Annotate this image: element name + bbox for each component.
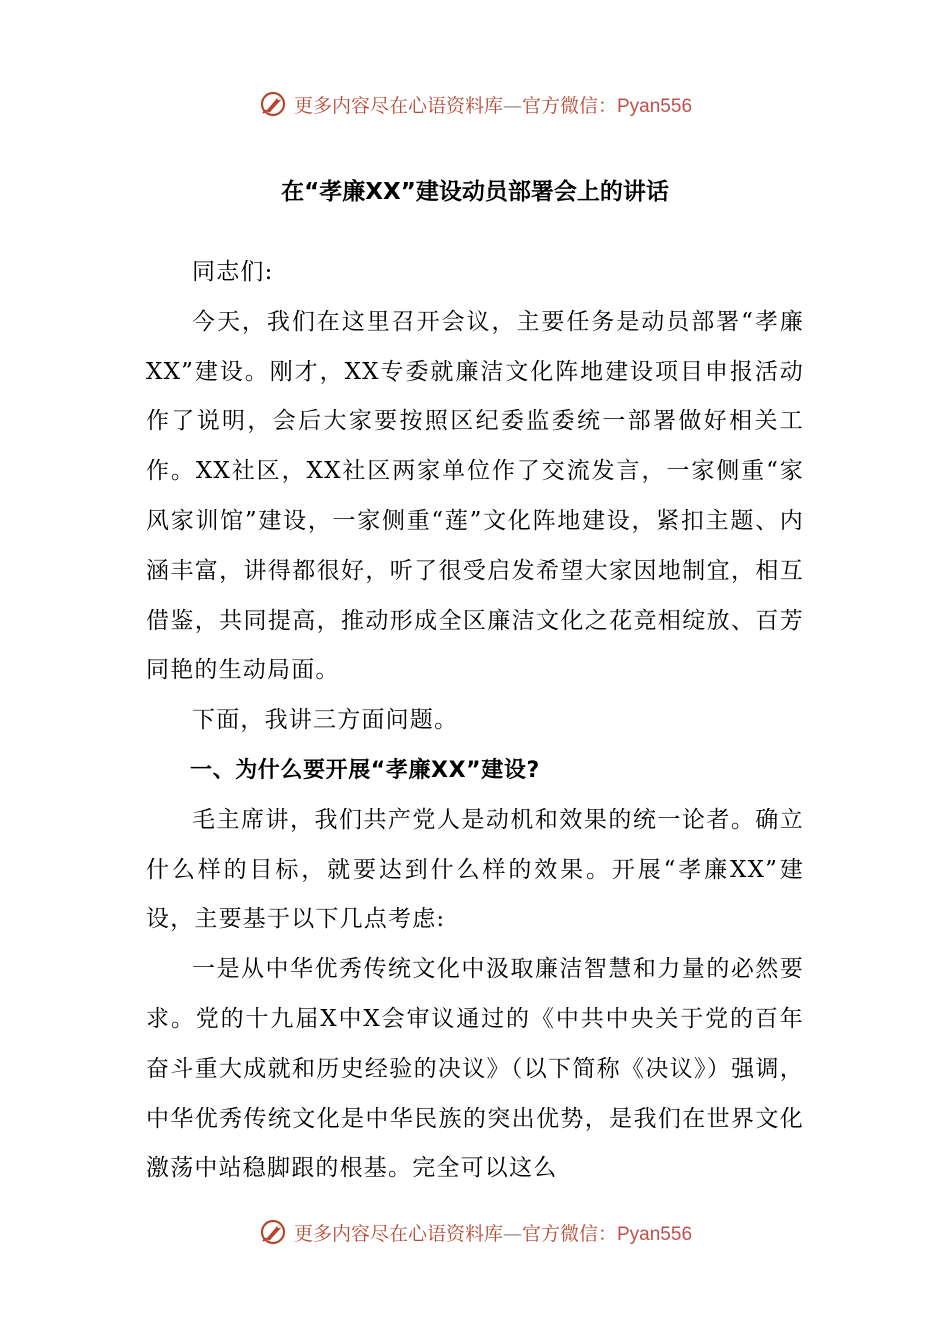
header-watermark: [0, 84, 950, 124]
footer-watermark: [0, 1212, 950, 1252]
watermark-handle: Pyan556: [617, 95, 693, 117]
document-body: [146, 248, 804, 1194]
watermark-separator: —: [502, 94, 522, 117]
watermark-handle: Pyan556: [617, 1223, 693, 1245]
document-title: 在“孝廉XX”建设动员部署会上的讲话: [281, 179, 669, 205]
body-paragraph: 今天，我们在这里召开会议，主要任务是动员部署“孝廉XX”建设。刚才，XX专委就廉洁文化阵地建设项目申报活动作了说明，会后大家要按照区纪委监委统一部署做好相关工作。XX社区，XX社区两家单位作了交流发言，一家侧重“家风家训馆”建设，一家侧重“莲”文化阵地建设，紧扣主题、内涵丰富，讲得都很好，听了很受启发希望大家因地制宜，相互借鉴，共同提高，推动形成全区廉洁文化之花竞相绽放、百芳同艳的生动局面。: [146, 308, 804, 684]
body-paragraph: 毛主席讲，我们共产党人是动机和效果的统一论者。确立什么样的目标，就要达到什么样的效果。开展“孝廉XX”建设，主要基于以下几点考虑:: [146, 806, 804, 933]
pen-nib-swirl-icon: [258, 89, 288, 119]
watermark-contact: 官方微信：: [521, 1222, 617, 1245]
section-heading: 一、为什么要开展“孝廉XX”建设?: [190, 757, 540, 783]
salutation: 同志们:: [192, 259, 274, 285]
watermark-brand: 更多内容尽在心语资料库: [293, 94, 503, 117]
body-paragraph: 一是从中华优秀传统文化中汲取廉洁智慧和力量的必然要求。党的十九届X中X会审议通过的《中共中央关于党的百年奋斗重大成就和历史经验的决议》（以下简称《决议》）强调，中华优秀传统文化是中华民族的突出优势，是我们在世界文化激荡中站稳脚跟的根基。完全可以这么: [146, 956, 804, 1182]
pen-nib-swirl-icon: [258, 1217, 288, 1247]
watermark-brand: 更多内容尽在心语资料库: [293, 1222, 503, 1245]
watermark-separator: —: [502, 1222, 522, 1245]
watermark-contact: 官方微信：: [521, 94, 617, 117]
body-paragraph: 下面，我讲三方面问题。: [192, 707, 459, 734]
